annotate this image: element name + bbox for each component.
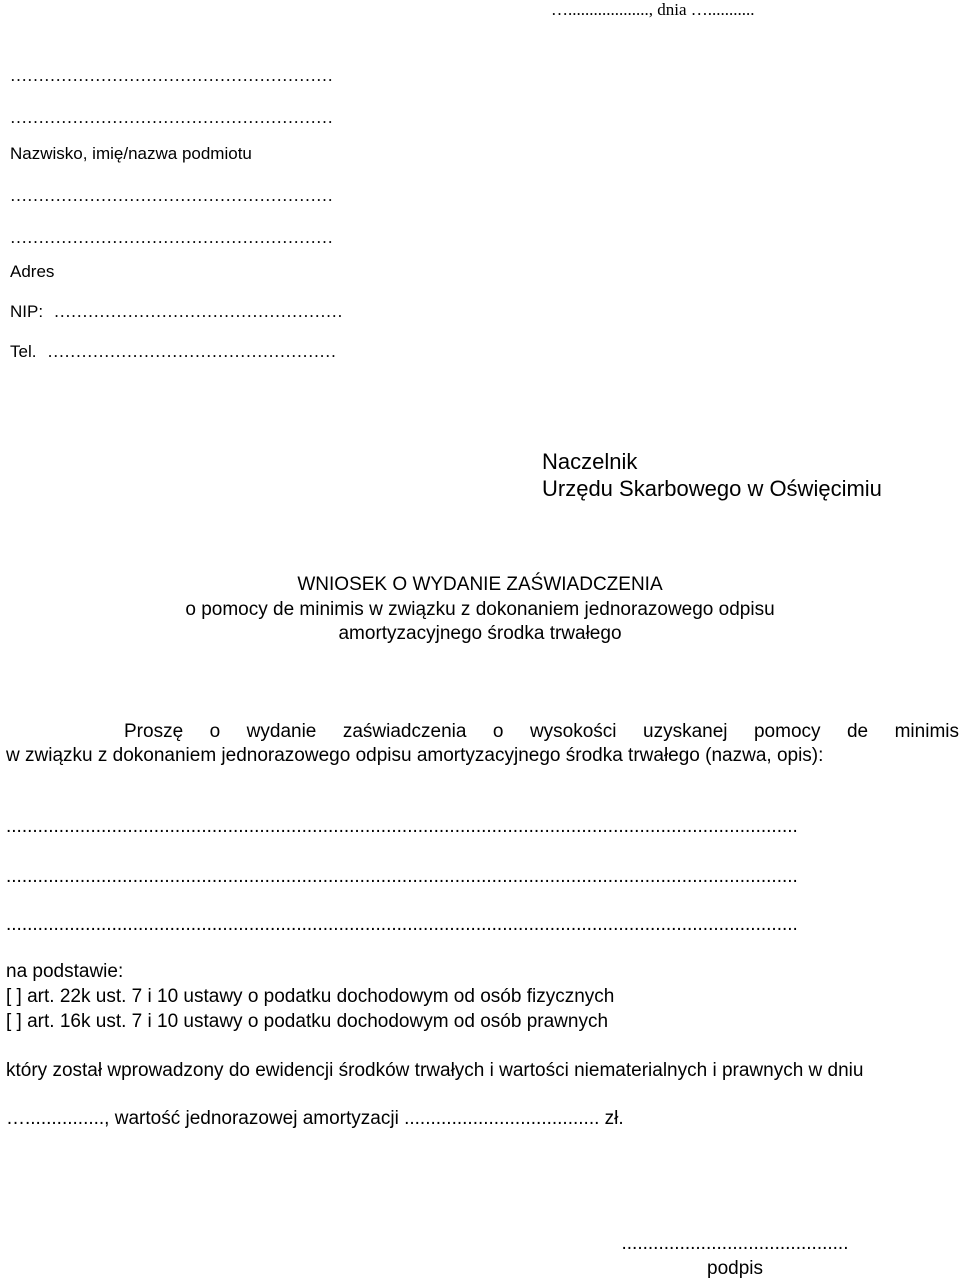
signature-label: podpis [707,1257,763,1279]
description-line-3[interactable]: ...................................................................................................................................................... [6,914,798,935]
nip-field[interactable]: …………………………………………… [53,302,343,321]
applicant-name-line-2[interactable]: ………………………………………………… [10,108,333,127]
basis-option-cit[interactable]: [ ] art. 16k ust. 7 i 10 ustawy o podatku dochodowym od osób prawnych [6,1011,609,1032]
place-date-field[interactable]: …..................., dnia …........... [551,0,755,19]
description-line-2[interactable]: ...................................................................................................................................................... [6,866,798,887]
entered-into-register-text: który został wprowadzony do ewidencji środków trwałych i wartości niematerialnych i prawnych w dniu [6,1060,864,1081]
title-line-1: WNIOSEK O WYDANIE ZAŚWIADCZENIA [297,574,663,595]
tel-field[interactable]: …………………………………………… [47,342,337,361]
signature-line[interactable]: ........................................... [621,1233,849,1254]
applicant-address-label: Adres [10,262,55,281]
signature-block [590,1232,880,1281]
description-line-1[interactable]: ...................................................................................................................................................... [6,816,798,837]
request-paragraph-line-2: w związku z dokonaniem jednorazowego odpisu amortyzacyjnego środka trwałego (nazwa, opis): [6,745,824,766]
applicant-name-line-1[interactable]: ………………………………………………… [10,66,333,85]
tel-row [10,342,336,362]
request-paragraph-line-1: Proszę o wydanie zaświadczenia o wysokości uzyskanej pomocy de minimis [124,721,959,742]
applicant-address-line-2[interactable]: ………………………………………………… [10,228,333,247]
basis-option-pit[interactable]: [ ] art. 22k ust. 7 i 10 ustawy o podatku dochodowym od osób fizycznych [6,986,615,1007]
applicant-name-label: Nazwisko, imię/nazwa podmiotu [10,144,252,163]
tel-label: Tel. [10,342,37,361]
recipient-line-1: Naczelnik [542,449,638,474]
nip-label: NIP: [10,302,44,321]
title-line-2: o pomocy de minimis w związku z dokonaniem jednorazowego odpisu [185,598,775,620]
recipient-line-2: Urzędu Skarbowego w Oświęcimiu [542,476,882,501]
date-and-amortization-value[interactable]: …..............., wartość jednorazowej amortyzacji ..................................... zł. [6,1108,624,1129]
title-line-3: amortyzacyjnego środka trwałego [338,623,622,645]
nip-row [10,302,343,322]
document-title [0,573,960,647]
basis-label: na podstawie: [6,961,124,982]
applicant-address-line-1[interactable]: ………………………………………………… [10,186,333,205]
